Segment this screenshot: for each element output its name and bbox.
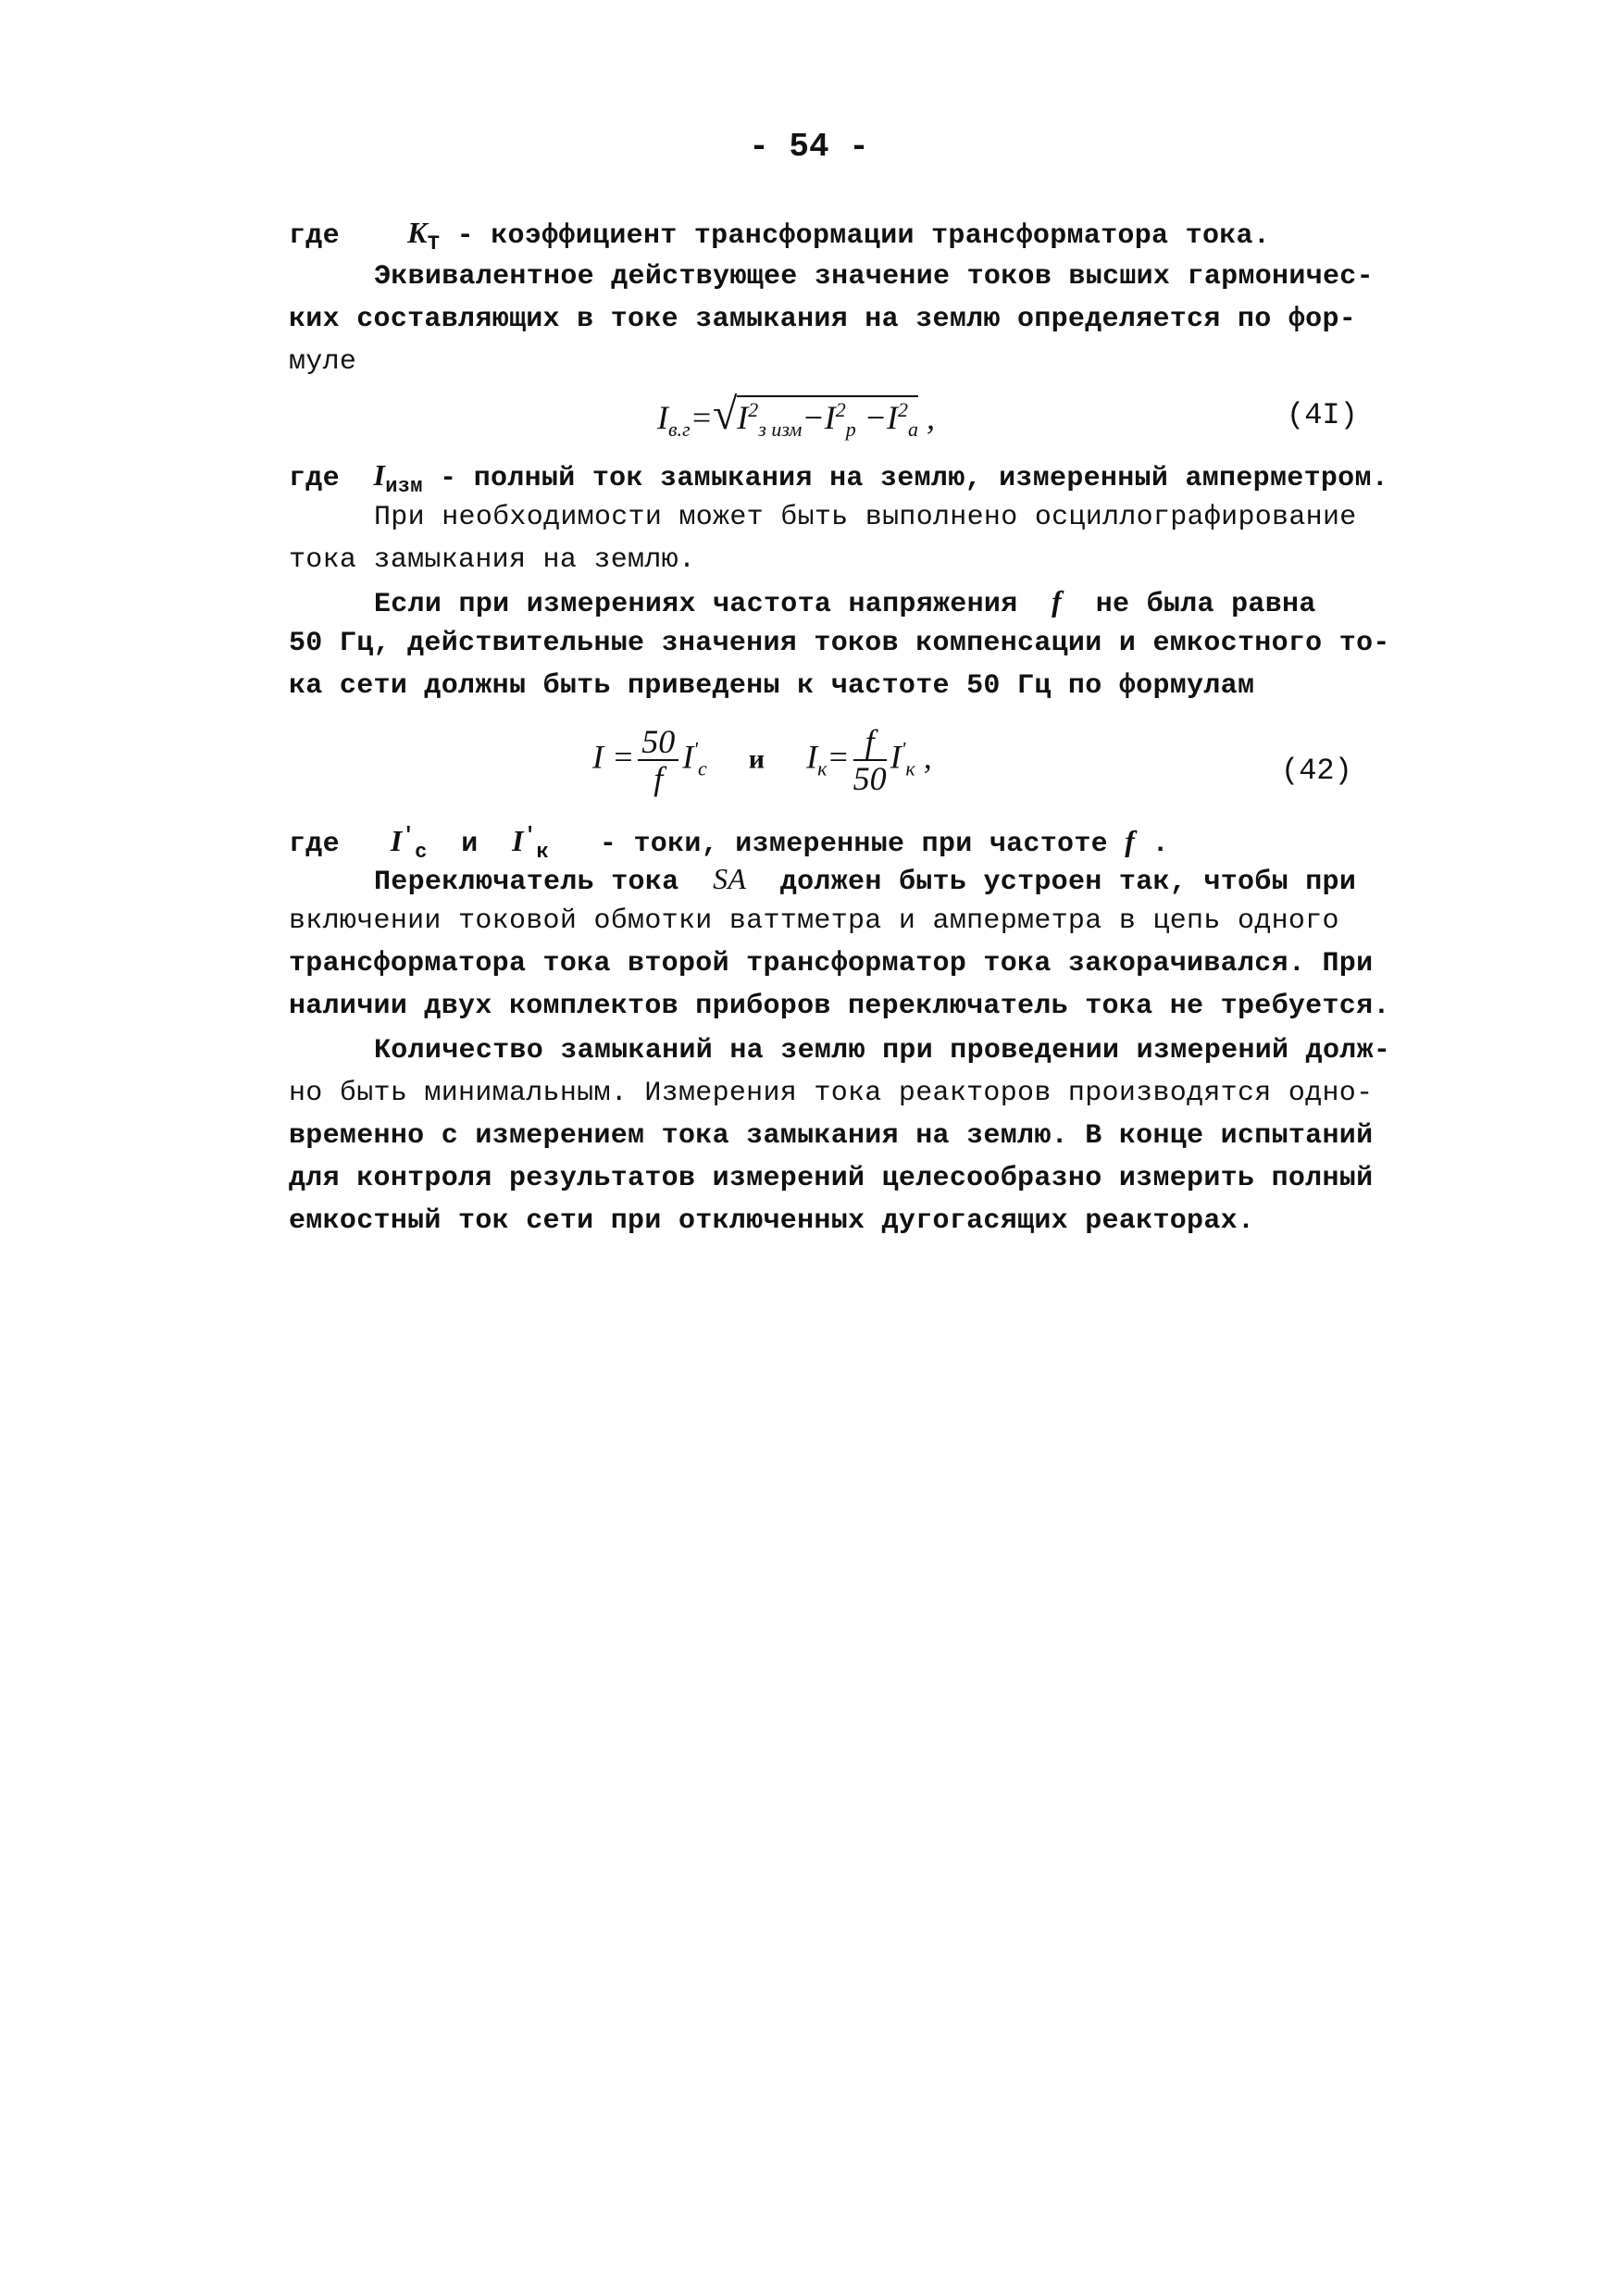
symbol-i-sub: изм bbox=[385, 475, 423, 498]
text-line: для контроля результатов измерений целесообразно измерить полный bbox=[289, 1163, 1374, 1194]
currents-description: - токи, измеренные при частоте bbox=[582, 829, 1108, 860]
f41-lhs-sub: в.г bbox=[668, 418, 691, 442]
f41-lhs: I bbox=[657, 399, 668, 436]
f42-eq1: = bbox=[612, 738, 635, 776]
paragraph-equivalent bbox=[289, 256, 1400, 383]
fraction-numerator: f bbox=[853, 724, 887, 761]
and-label: и bbox=[461, 829, 479, 860]
symbol-ic-prime: ' bbox=[402, 824, 416, 847]
text-line bbox=[289, 857, 1400, 900]
paragraph-quantity bbox=[289, 1029, 1400, 1242]
text-line: трансформатора тока второй трансформатор тока закорачивался. При bbox=[289, 948, 1374, 980]
symbol-sa: SA bbox=[713, 862, 747, 895]
f41-t2: I bbox=[824, 399, 836, 436]
text-line: включении токовой обмотки ваттметра и амперметра в цепь одного bbox=[289, 905, 1339, 937]
text-line bbox=[289, 454, 1400, 496]
equation-number-41: (4I) bbox=[1287, 398, 1358, 432]
text-line: емкостный ток сети при отключенных дугогасящих реакторах. bbox=[289, 1205, 1255, 1237]
equation-number-42: (42) bbox=[1281, 754, 1352, 788]
f42-r2: I bbox=[890, 738, 902, 776]
f41-t1: I bbox=[737, 399, 749, 436]
formula-41 bbox=[657, 389, 935, 442]
text-segment: Переключатель тока bbox=[374, 867, 679, 898]
f41-t3-sup: 2 bbox=[898, 398, 909, 421]
paragraph-switch bbox=[289, 857, 1400, 1028]
text-line bbox=[289, 815, 1400, 864]
text-segment: не была равна bbox=[1095, 589, 1316, 620]
text-line: Эквивалентное действующее значение токов высших гармоничес- bbox=[374, 261, 1374, 293]
sqrt-icon: √ bbox=[712, 390, 738, 439]
text-line bbox=[289, 211, 1400, 254]
text-line: но быть минимальным. Измерения тока реакторов производятся одно- bbox=[289, 1078, 1374, 1109]
f41-comma: , bbox=[927, 399, 936, 436]
where-label: где bbox=[289, 220, 340, 252]
f42-r1-prime: ' bbox=[693, 737, 699, 761]
fraction-numerator: 50 bbox=[638, 724, 678, 761]
fraction-denominator: 50 bbox=[853, 760, 887, 797]
paragraph-currents bbox=[289, 815, 1400, 864]
text-line: ких составляющих в токе замыкания на землю определяется по фор- bbox=[289, 304, 1357, 335]
sqrt-radicand bbox=[737, 395, 919, 442]
f41-t2-sub: р bbox=[845, 418, 856, 442]
f41-t1-sub: з изм bbox=[758, 418, 803, 442]
f42-and: и bbox=[748, 743, 765, 775]
f41-eq: = bbox=[690, 399, 713, 436]
paragraph-kt bbox=[289, 211, 1400, 254]
f41-t3-sub: а bbox=[908, 418, 919, 442]
text-line: временно с измерением тока замыкания на землю. В конце испытаний bbox=[289, 1120, 1374, 1152]
f42-eq2: = bbox=[827, 738, 850, 776]
page-number: - 54 - bbox=[749, 128, 869, 166]
text-segment: Если при измерениях частота напряжения bbox=[374, 589, 1018, 620]
f42-lhs1: I bbox=[592, 738, 604, 776]
f42-r2-sub: к bbox=[905, 756, 915, 780]
symbol-ic-sub: c bbox=[415, 841, 428, 864]
f42-r1: I bbox=[682, 738, 694, 776]
fraction-f-over-50 bbox=[853, 724, 887, 796]
symbol-ik-prime: ' bbox=[523, 824, 537, 847]
where-label: где bbox=[289, 463, 340, 494]
fraction-denominator: f bbox=[653, 760, 664, 797]
kt-description: - коэффициент трансформации трансформатора тока. bbox=[440, 220, 1271, 252]
symbol-f: f bbox=[1052, 584, 1063, 618]
text-line: При необходимости может быть выполнено осциллографирование bbox=[374, 502, 1357, 533]
f42-r2-prime: ' bbox=[901, 737, 906, 761]
f41-t1-sup: 2 bbox=[748, 398, 759, 421]
text-line: Количество замыканий на землю при проведении измерений долж- bbox=[374, 1035, 1391, 1067]
where-label: где bbox=[289, 829, 340, 860]
f42-lhs2-sub: к bbox=[817, 756, 828, 780]
f41-t2-sup: 2 bbox=[835, 398, 846, 421]
symbol-k: K bbox=[407, 216, 428, 249]
symbol-ic: I bbox=[390, 824, 403, 857]
i-izm-description: - полный ток замыкания на землю, измеренный амперметром. bbox=[422, 463, 1389, 494]
text-line: наличии двух комплектов приборов переключатель тока не требуется. bbox=[289, 991, 1390, 1022]
formula-42 bbox=[592, 724, 932, 796]
f42-r1-sub: c bbox=[698, 756, 707, 780]
text-line: 50 Гц, действительные значения токов компенсации и емкостного то- bbox=[289, 628, 1390, 659]
symbol-ik: I bbox=[512, 824, 524, 857]
f42-comma: , bbox=[923, 738, 932, 776]
f42-lhs2: I bbox=[806, 738, 818, 776]
text-line: ка сети должны быть приведены к частоте 50 Гц по формулам bbox=[289, 670, 1255, 702]
f41-minus2: − bbox=[864, 399, 888, 436]
f41-minus1: − bbox=[802, 399, 825, 436]
fraction-50-over-f bbox=[638, 724, 678, 796]
symbol-k-sub: T bbox=[427, 232, 441, 256]
paragraph-frequency bbox=[289, 580, 1400, 707]
symbol-f: f bbox=[1125, 824, 1136, 857]
text-line bbox=[289, 580, 1400, 622]
f41-t3: I bbox=[887, 399, 899, 436]
symbol-i: I bbox=[373, 458, 386, 492]
paragraph-i-izm bbox=[289, 454, 1400, 581]
period: . bbox=[1151, 829, 1169, 860]
symbol-ik-sub: к bbox=[536, 841, 549, 864]
text-line: муле bbox=[289, 346, 357, 378]
text-line: тока замыкания на землю. bbox=[289, 544, 696, 576]
text-segment: должен быть устроен так, чтобы при bbox=[779, 867, 1357, 898]
